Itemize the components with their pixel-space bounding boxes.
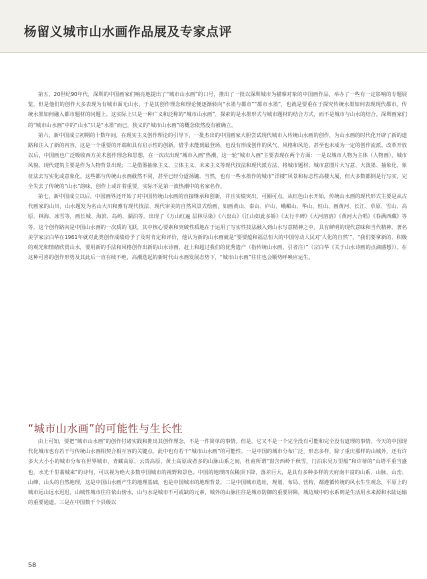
paragraph: 第五，20世纪90年代，深圳的中国画家们响亮地提出了“城市山水画”的口号，推出了一批以深圳城市为描摹对象的中国画作品，举办了一些有一定影响的专题展览。但是他们的创作大多表现为有城市面无山水，于是其创作理念和理论便逐渐转向“水墨与都市”“都市水墨”，也就是要重在于探究传统水墨如何表现现代都市。传统水墨如何融入都市题材的问题上。这实际上只是一种广义和泛称的“城市山水画”，探索的是水墨形式与城市题材的结合方式，而不是城市与山水的结合。深圳画家们的“城市山水画”中的“山水”只是“水墨”而已，狭义的“城市山水画”的概念依然没有被确立。 — [28, 92, 407, 129]
paragraph: 第六，新中国成立初期的十数年间，在现实主义创作理论的引导下，一批杰出的中国画家大胆尝试现代城市入传统山水画的创作，为山水画的时代化开辟了新的道路和注入了新的内容，这是一个重要的开端和具有启示性的创新。惜乎未能到最登场，也没有形成创作的风气，风格和风范，甚至也未成为一定的创作流派。改革开放以后，中国画也广泛吸收西方美术创作理念和思想，在一次次出现“城市入画”热潮，这一轮“城市入画”主要表现在两个方面：一是以城市人物为主体（人物画），城市风貌、现代建筑主要是作为人物背景出现；二是借鉴抽象主义、立体主义、未来主义等现代技法和现代派方法，将城市题材、城市意图片大写意、大泼墨、抽象化、象征法去写实化或意象化。这些都与传统山水画截然不同，甚至已经分道扬镳。当然，也有一些水墨作的城市“洋楼”风景和标志性高楼大厦，但大多数都倒是行写实，完全失去了传统的“山水”韵味，创作上或许着重要，实际不足第一波热潮中的名家名作。 — [28, 132, 407, 190]
section-heading: “城市山水画”的可能性与生长性 — [28, 423, 183, 435]
header-title: 杨留义城市山水画作品展及专家点评 — [24, 24, 233, 39]
running-header — [0, 0, 427, 53]
paragraph: 由上可知，要把“城市山水画”的创作付诸实践和推出其创作理念，不是一件简单的事情。但是，它又不是一个完全没有可能和完全没有道理的事情。今天的中国现代化城市也有若干与传统山水画相契合相互容的关键点。此中也有若干“城市山水画”的可能性。一是中国的城市分布广泛，形态多样，除了重庆那样的山城外，还有许多大大小小的城市分布在世界城市，青藏高原、云贵高原、黄土高原或者多的山脉山系之间，杜甫所谓“窗含西岭千秋雪，门泊东吴万里船”和许蒂的“山塔平重当盛也，水光千里翡城来”的诗句，可以视为绝大多数中国城市的视野和景色。中国的地理四东稀顶下降，落差巨大，是具有多种多样的天府南丰富的山系、山脉、山峦、山峰，山头的自然地理，这是中国山水画产生的地理基础，也是中国城市的地理背景。二是中国城市选址，规划、布局、营构，都遵循传统的风水生生观念，平原上的城市远山远水迟迟，山城性城市往往依山傍水，山与水是城市不可或缺的元素，城外的山脉往往是城市防御的重要屏障，城边城中的水系则是生活用水来源和水陆运输的重要通道。三是在中国数千个县级以 — [28, 439, 407, 507]
body-text-bottom — [28, 437, 407, 508]
page-number: 58 — [28, 561, 37, 569]
paragraph: 第七，新中国成立以后，中国画界还开始了对中国传统山水画的直接继承和创新，并且实绩突出，可圈可点。从红色山水开始，传统山水画的现代形式主要是从古代画家的山川，山水题发为名山大川和雅有现代技法、现代审美的自然风景式绘画，如画黄山、泰山、庐山、峨嵋山、华山、恒山、画黄河、长江、草原、雪山、高原、林海、冰雪等，画长城、海滨、岛屿、湖泊等。出现了《万山红遍 层林尽染》《六盘山》《江山如此多娇》《太行丰碑》《大河溶溶》《黄河大合唱》《春满西藏》等等。这个创作路向是中国山水画的一次质的飞跃，其中核心要素和突破性质地在于运用了写实性技法融入到山水写意精神之中，具有鲜明的现代意味和当代精神。著名美学家宗白华在1961年就对此类创作成绩给予了及时肯定和评价，他认为新的山水画就是“要要蕴和福总恒大的中国劳动人民对‘人化的自然’”，“我们要拿新的、积极的观光和情绪欣赏山水，要用新的手法和风格创作出新的山水诗画，赶上和超过我们的优秀遗产（指传统山水画，引者注）”（宗白华《关于山水诗画的点滴感想》）。在这种可喜的创作形势及其此后一直在续不绝，高潮迭起的新时代山水画发展态势下，“城市山水画”往往也会顺势呼唤应运生。 — [28, 194, 407, 262]
body-text-top — [28, 90, 407, 263]
